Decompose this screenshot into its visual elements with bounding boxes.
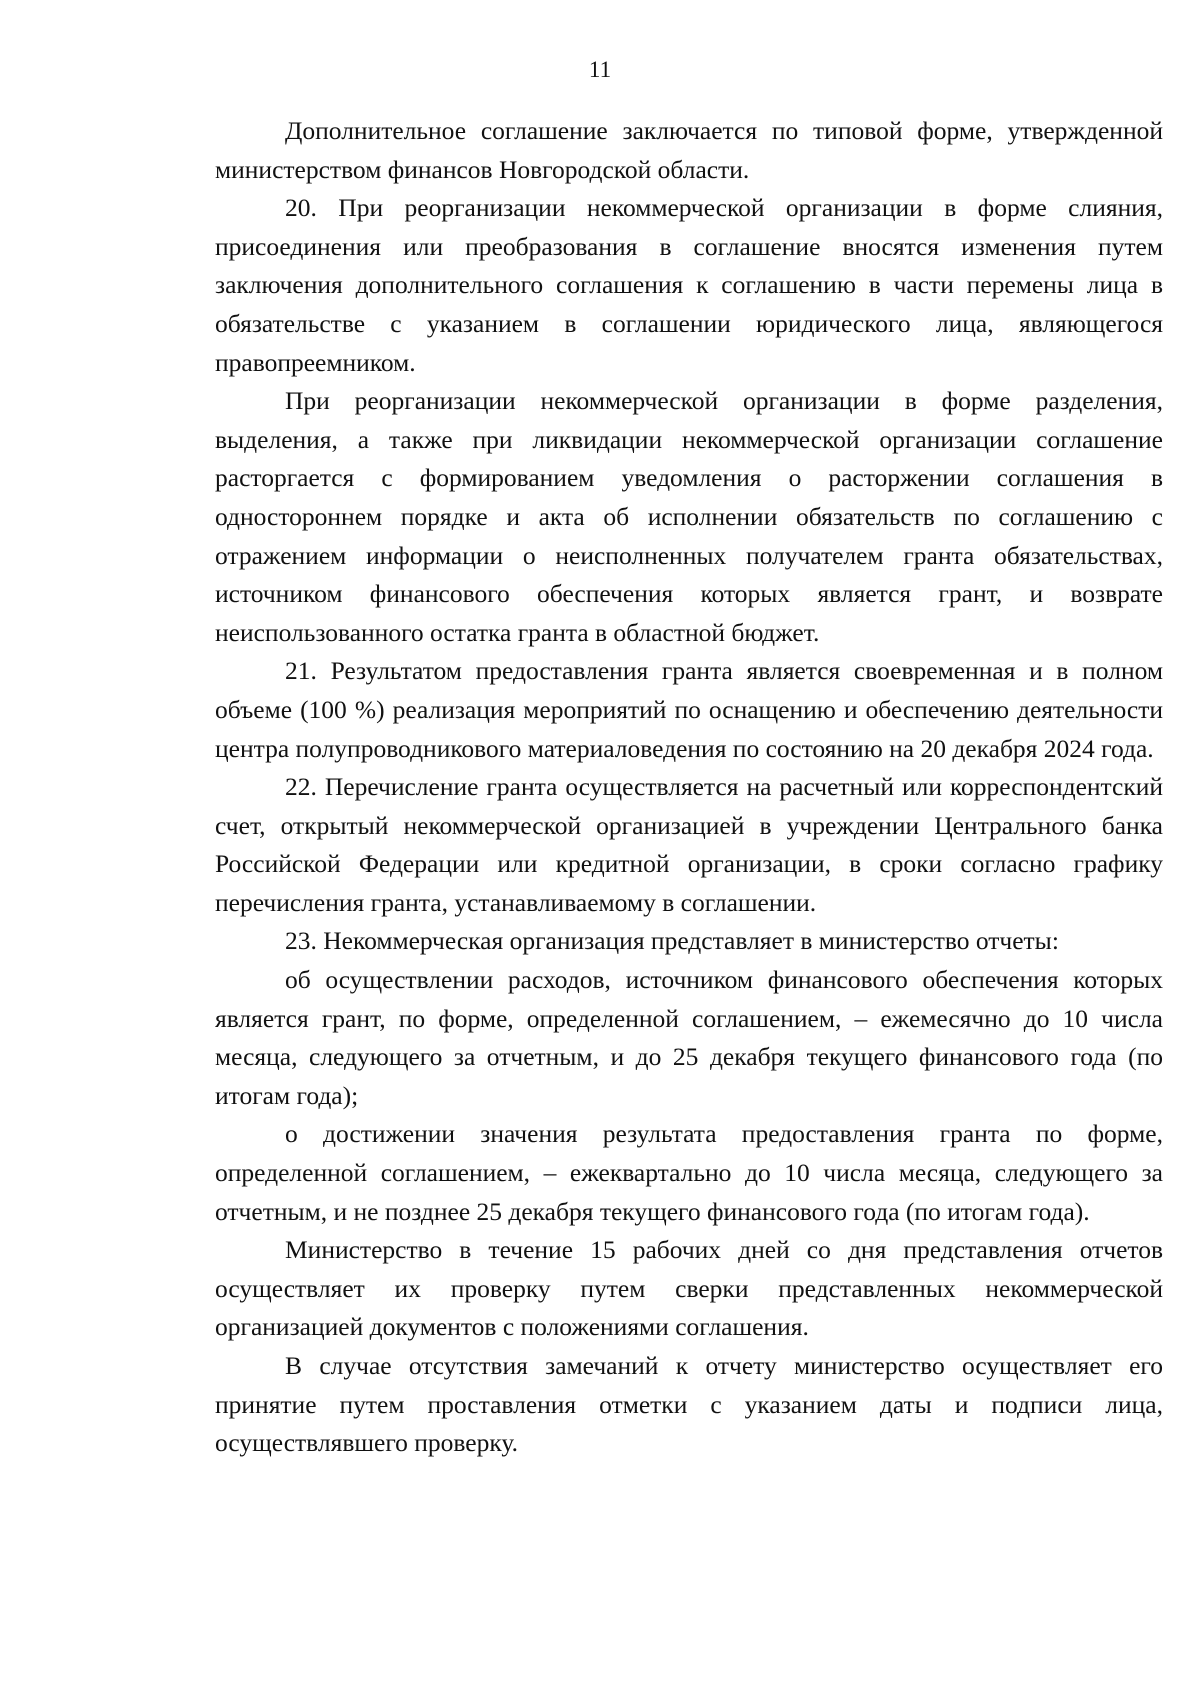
paragraph-23-reports: 23. Некоммерческая организация представляет в министерство отчеты: [285, 926, 1059, 956]
paragraph-reorganization-division: При реорганизации некоммерческой организации в форме разделения, выделения, а также при ликвидации некоммерческой организации соглашение расторгается с формированием уведомления о расторжении соглашения в одностороннем порядке и акта об исполнении обязательств по соглашению с отражением информации о неисполненных получателем гранта обязательствах, источником финансового обеспечения которых является грант, и возврате неиспользованного остатка гранта в областной бюджет. [215, 386, 1163, 647]
page-number: 11 [588, 57, 612, 82]
paragraph-supplementary-agreement-form: Дополнительное соглашение заключается по типовой форме, утвержденной министерством финансов Новгородской области. [215, 116, 1163, 184]
paragraph-ministry-verification: Министерство в течение 15 рабочих дней со дня представления отчетов осуществляет их проверку путем сверки представленных некоммерческой организацией документов с положениями соглашения. [215, 1235, 1163, 1342]
paragraph-22-grant-transfer: 22. Перечисление гранта осуществляется на расчетный или корреспондентский счет, открытый некоммерческой организацией в учреждении Центрального банка Российской Федерации или кредитной организации, в сроки согласно графику перечисления гранта, устанавливаемому в соглашении. [215, 772, 1163, 917]
paragraph-20-reorganization-merger: 20. При реорганизации некоммерческой организации в форме слияния, присоединения или преобразования в соглашение вносятся изменения путем заключения дополнительного соглашения к соглашению в части перемены лица в обязательстве с указанием в соглашении юридического лица, являющегося правопреемником. [215, 193, 1163, 377]
paragraph-expense-report: об осуществлении расходов, источником финансового обеспечения которых является грант, по форме, определенной соглашением, – ежемесячно до 10 числа месяца, следующего за отчетным, и до 25 декабря текущего финансового года (по итогам года); [215, 965, 1163, 1110]
paragraph-report-acceptance: В случае отсутствия замечаний к отчету министерство осуществляет его принятие путем проставления отметки с указанием даты и подписи лица, осуществлявшего проверку. [215, 1351, 1163, 1458]
document-body [215, 112, 1163, 1463]
paragraph-result-report: о достижении значения результата предоставления гранта по форме, определенной соглашением, – ежеквартально до 10 числа месяца, следующего за отчетным, и не позднее 25 декабря текущего финансового года (по итогам года). [215, 1119, 1163, 1226]
paragraph-21-grant-result: 21. Результатом предоставления гранта является своевременная и в полном объеме (100 %) реализация мероприятий по оснащению и обеспечению деятельности центра полупроводникового материаловедения по состоянию на 20 декабря 2024 года. [215, 656, 1163, 763]
